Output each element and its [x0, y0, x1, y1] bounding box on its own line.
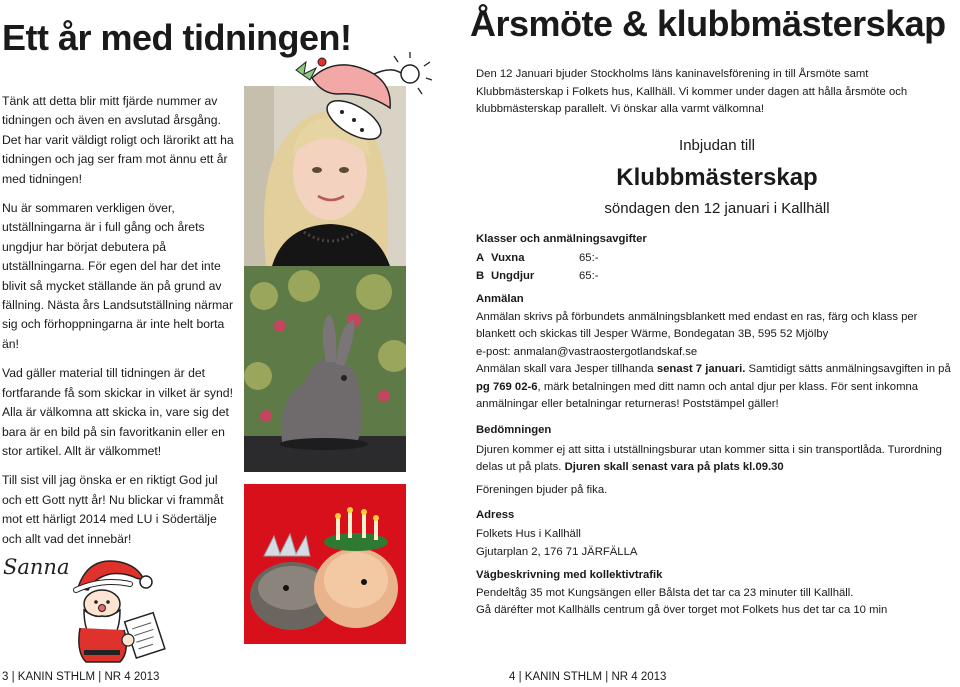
- registration-text: Anmälan skrivs på förbundets anmälningsblankett med endast en ras, färg och klass per blankett och skickas till Jesper Wärme, Bondegatan 3B, 595 52 Mjölby: [476, 310, 918, 340]
- classes-section: [476, 231, 776, 286]
- postgiro-number: pg 769 02-6: [476, 380, 538, 393]
- arrival-time: Djuren skall senast vara på plats kl.09.30: [564, 461, 784, 473]
- class-code: A: [476, 251, 485, 264]
- registration-heading: Anmälan: [476, 293, 524, 305]
- editorial-paragraph-1: Tänk att detta blir mitt fjärde nummer av tidningen och även en avslutad årsgång. Det har varit väldigt roligt och lärorikt att ha tidningen och jag ser fram mot ännu ett år med tidningen!: [2, 94, 234, 186]
- class-code: B: [476, 270, 485, 282]
- registration-email: e-post: anmalan@vastraostergotlandskaf.se: [476, 345, 698, 358]
- photo-christmas-rabbits: [244, 484, 406, 644]
- editorial-paragraph-2: Nu är sommaren verkligen över, utställningarna är i full gång och årets ungdjur har börjat debutera på utställningarna. För egen del har det inte blivit så mycket ställande än på grund av fällning. Nästa års Landsutställning närmar sig och förhoppningarna är inte helt borta än!: [2, 201, 234, 351]
- santa-illustration: [58, 548, 168, 666]
- judging-section: [476, 422, 956, 477]
- registration-deadline: [476, 361, 956, 414]
- invitation-block: [476, 136, 958, 219]
- class-fee: 65:-: [579, 270, 599, 282]
- class-name: Ungdjur: [491, 270, 535, 282]
- photo-rabbit: [244, 266, 406, 472]
- directions-walk: Gå däréfter mot Kallhälls centrum gå över torget mot Folkets hus det tar ca 10 min: [476, 604, 888, 616]
- address-section: [476, 507, 956, 562]
- class-row: [476, 268, 776, 286]
- santa-hat-doodle: [282, 44, 432, 142]
- page-title-right: Årsmöte & klubbmästerskap: [470, 3, 946, 44]
- address-venue: Folkets Hus i Kallhäll: [476, 527, 581, 540]
- event-title: Klubbmästerskap: [616, 164, 818, 191]
- class-name: Vuxna: [491, 251, 525, 264]
- page-title-left: Ett år med tidningen!: [2, 17, 352, 58]
- judging-text: [476, 442, 956, 477]
- page-footer-left: 3 | KANIN STHLM | NR 4 2013: [2, 671, 160, 683]
- address-heading: Adress: [476, 509, 515, 521]
- judging-description: Djuren kommer ej att sitta i utställningsburar utan kommer sitta i sin transportlåda. Turordning delas ut på plats.: [476, 443, 942, 473]
- invitation-label: Inbjudan till: [679, 137, 755, 154]
- intro-paragraph: Den 12 Januari bjuder Stockholms läns kaninavelsförening in till Årsmöte samt Klubbmästerskap i Folkets hus, Kallhäll. Vi kommer under dagen att hålla årsmöte och klubbmästerskap parallelt. Vi önskar alla varmt välkomna!: [476, 68, 908, 115]
- registration-section: [476, 291, 956, 414]
- class-row: [476, 250, 776, 268]
- editorial-column: [2, 92, 234, 549]
- article-intro: [476, 66, 954, 119]
- payment-note: , märk betalningen med ditt namn och antal djur per klass. För sent inkomna anmälningar eller betalningar returneras! Poststämpel gäller!: [476, 380, 919, 410]
- deadline-text: Anmälan skall vara Jesper tillhanda: [476, 363, 657, 375]
- signature: Sanna: [3, 555, 70, 579]
- class-fee: 65:-: [579, 251, 599, 264]
- deadline-date: senast 7 januari.: [656, 363, 746, 375]
- payment-text: Samtidigt sätts anmälningsavgiften in på: [745, 363, 951, 375]
- directions-heading: Vägbeskrivning med kollektivtrafik: [476, 569, 663, 581]
- event-date: söndagen den 12 januari i Kallhäll: [604, 200, 830, 217]
- fika-note: Föreningen bjuder på fika.: [476, 484, 608, 496]
- judging-heading: Bedömningen: [476, 424, 552, 436]
- editorial-paragraph-3: Vad gäller material till tidningen är det fortfarande få som skickar in vilket är synd! Alla är välkomna att skicka in, vare sig det bara är en bild på sin favoritkanin eller en stor artikel. Allt är välkommet!: [2, 366, 233, 458]
- directions-section: [476, 567, 956, 620]
- page-footer-right: 4 | KANIN STHLM | NR 4 2013: [509, 671, 667, 683]
- directions-train: Pendeltåg 35 mot Kungsängen eller Bålsta det tar ca 23 minuter till Kallhäll.: [476, 586, 854, 599]
- address-street: Gjutarplan 2, 176 71 JÄRFÄLLA: [476, 546, 638, 558]
- classes-heading: Klasser och anmälningsavgifter: [476, 233, 647, 245]
- editorial-paragraph-4: Till sist vill jag önska er en riktigt God jul och ett Gott nytt år! Nu blickar vi frammåt mot ett härligt 2014 med LU i Södertälje och allt vad det innebär!: [2, 473, 224, 546]
